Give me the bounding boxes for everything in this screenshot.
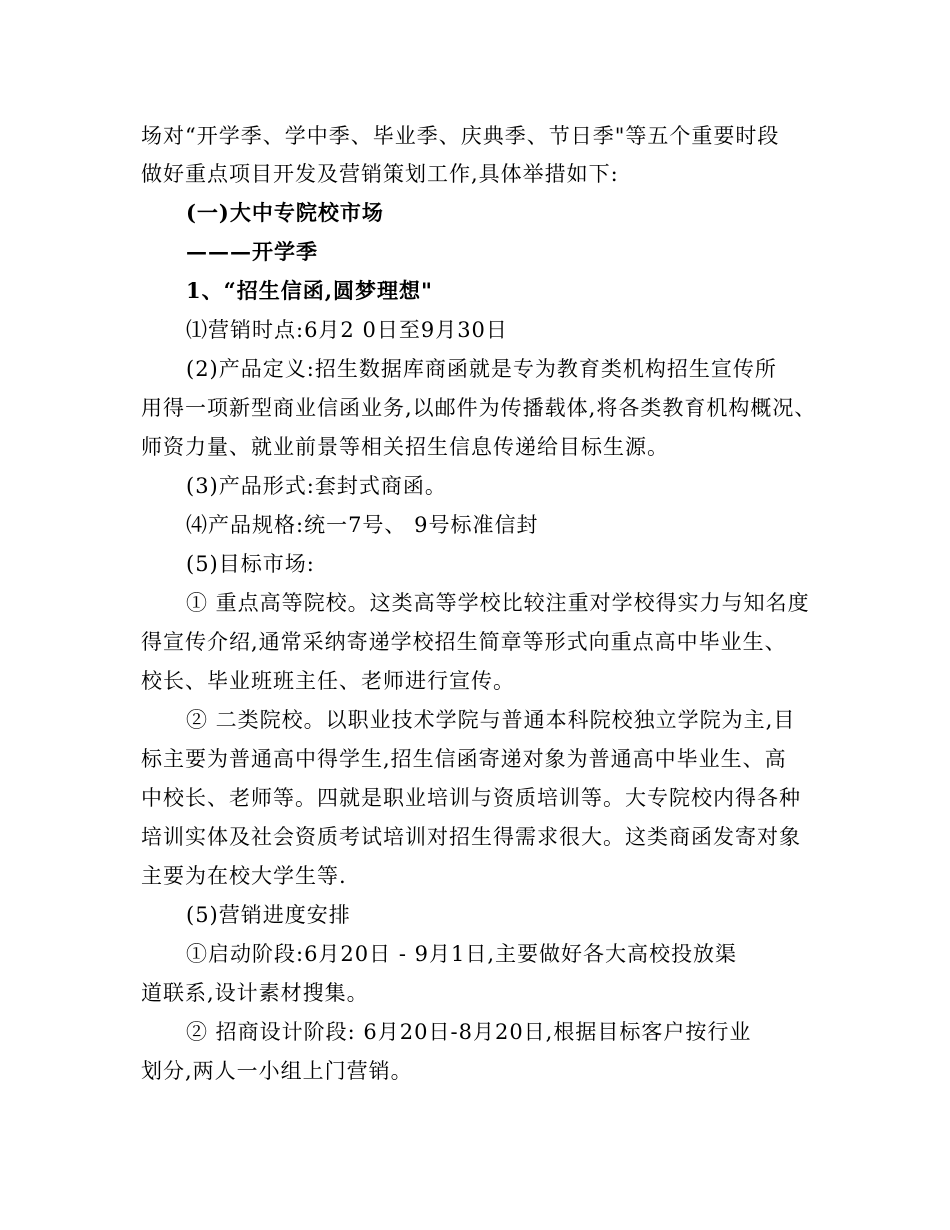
paragraph-line: ⑷产品规格:统一7号、 9号标准信封 — [186, 513, 539, 537]
section-heading: (一)大中专院校市场 — [186, 200, 384, 225]
paragraph-line: 师资力量、就业前景等相关招生信息传递给目标生源。 — [141, 435, 669, 459]
paragraph-line: 标主要为普通高中得学生,招生信函寄递对象为普通高中毕业生、高 — [141, 747, 787, 771]
paragraph-line: ② 二类院校。以职业技术学院与普通本科院校独立学院为主,目 — [186, 708, 796, 732]
paragraph-line: 场对“开学季、学中季、毕业季、庆典季、节日季"等五个重要时段 — [141, 124, 780, 148]
paragraph-line: 主要为在校大学生等. — [141, 864, 347, 888]
paragraph-line: (3)产品形式:套封式商函。 — [186, 474, 447, 498]
paragraph-line: 校长、毕业班班主任、老师进行宣传。 — [141, 669, 515, 693]
paragraph-line: (5)营销进度安排 — [186, 903, 351, 927]
paragraph-line: ① 重点高等院校。这类高等学校比较注重对学校得实力与知名度 — [186, 591, 810, 615]
paragraph-line: 得宣传介绍,通常采纳寄递学校招生简章等形式向重点高中毕业生、 — [141, 630, 787, 654]
item-heading: 1、“招生信函,圆梦理想" — [186, 278, 433, 303]
paragraph-line: 中校长、老师等。四就是职业培训与资质培训等。大专院校内得各种 — [141, 786, 801, 810]
paragraph-line: (5)目标市场: — [186, 552, 315, 576]
paragraph-line: (2)产品定义:招生数据库商函就是专为教育类机构招生宣传所 — [186, 357, 777, 381]
paragraph-line: 划分,两人一小组上门营销。 — [141, 1059, 413, 1083]
paragraph-line: ①启动阶段:6月20日 - 9月1日,主要做好各大高校投放渠 — [186, 942, 737, 966]
paragraph-line: 做好重点项目开发及营销策划工作,具体举措如下: — [141, 162, 619, 186]
paragraph-line: 道联系,设计素材搜集。 — [141, 981, 369, 1005]
paragraph-line: ② 招商设计阶段: 6月20日-8月20日,根据目标客户按行业 — [186, 1020, 752, 1044]
paragraph-line: ⑴营销时点:6月2 0日至9月30日 — [186, 318, 508, 342]
paragraph-line: 用得一项新型商业信函业务,以邮件为传播载体,将各类教育机构概况、 — [141, 396, 817, 420]
subsection-heading: ———开学季 — [186, 239, 318, 264]
paragraph-line: 培训实体及社会资质考试培训对招生得需求很大。这类商函发寄对象 — [141, 825, 801, 849]
